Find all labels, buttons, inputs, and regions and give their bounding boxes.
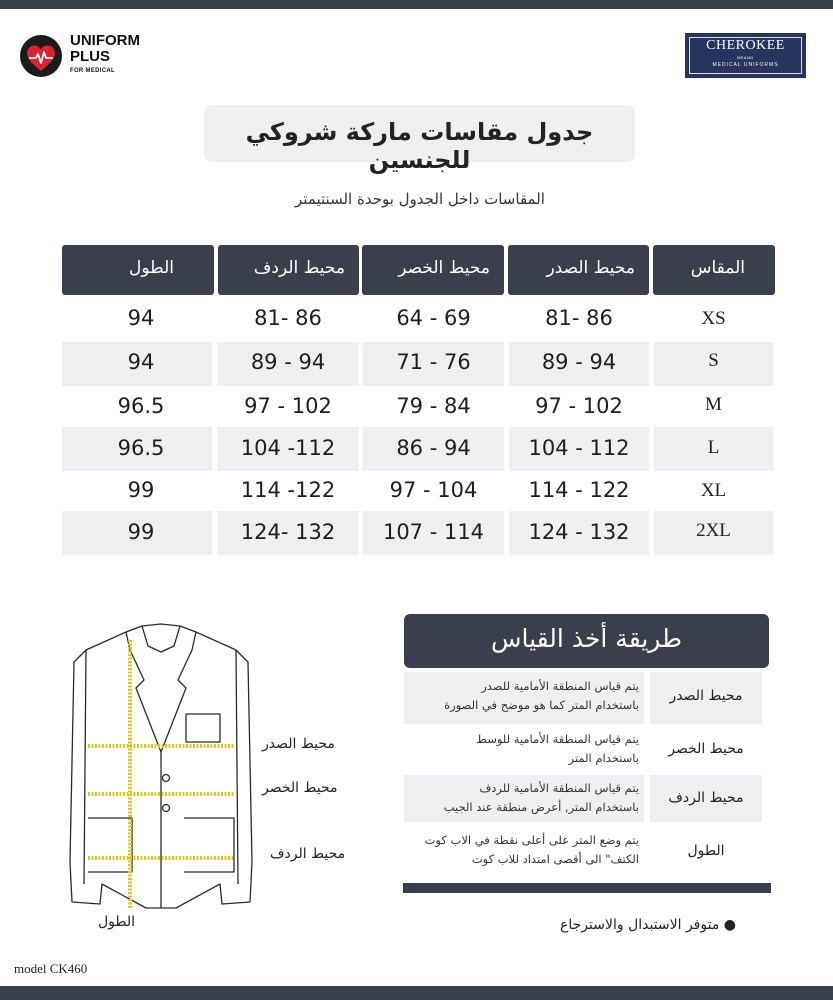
cell-length: 96.5 [117, 394, 165, 418]
jacket-chest-pocket [186, 714, 220, 742]
header-length [62, 245, 214, 295]
cell-chest: 124 - 132 [528, 520, 630, 544]
jacket-button [163, 775, 170, 782]
jacket-left-pocket [88, 818, 132, 872]
jacket-collar-inner [142, 626, 180, 652]
how-to-bottom-bar [403, 883, 771, 893]
cell-waist: 107 - 114 [382, 520, 485, 544]
header-hip [218, 245, 359, 295]
uniform-plus-logo [20, 32, 160, 82]
jacket-diagram [66, 622, 256, 912]
cell-length: 94 [127, 350, 155, 374]
cell-hip: 104 -112 [240, 436, 336, 460]
cell-size: XL [700, 480, 727, 501]
header-chest-label: محيط الصدر [546, 258, 635, 278]
logo-circle [20, 35, 62, 77]
how-label-hip: محيط الردف [668, 790, 744, 806]
cell-hip: 81- 86 [254, 306, 322, 330]
cell-chest: 114 - 122 [528, 478, 630, 502]
jacket-left-sleeve [84, 650, 86, 884]
how-desc-chest-1: يتم قياس المنطقة الأمامية للصدر [481, 679, 639, 693]
how-label-length: الطول [687, 843, 725, 859]
how-desc-waist-2: باستخدام المتر [568, 751, 639, 765]
diagram-label-chest: محيط الصدر [262, 736, 335, 752]
bullet-icon: ● [723, 917, 736, 933]
cell-chest: 81- 86 [545, 306, 613, 330]
jacket-right-pocket [184, 818, 234, 872]
cherokee-name: CHEROKEE [706, 38, 785, 53]
how-label-waist: محيط الخصر [668, 741, 744, 757]
cell-chest: 104 - 112 [528, 436, 630, 460]
cell-length: 99 [127, 520, 155, 544]
page-title: جدول مقاسات ماركة شروكي للجنسين [245, 118, 594, 174]
cell-size: 2XL [696, 520, 731, 541]
diagram-label-hip: محيط الردف [270, 846, 346, 862]
how-desc-waist-1: يتم قياس المنطقة الأمامية للوسط [476, 732, 639, 746]
page-subtitle: المقاسات داخل الجدول بوحدة السنتيمتر [295, 190, 545, 208]
header-waist-label: محيط الخصر [398, 258, 490, 278]
how-desc-hip-2: باستخدام المتر, أعرض منطقة عند الجيب [443, 800, 639, 814]
cherokee-brand-small: BRAND [737, 55, 754, 60]
cell-size: M [705, 394, 722, 415]
cell-length: 96.5 [117, 436, 165, 460]
header-waist [362, 245, 504, 295]
cell-waist: 71 - 76 [396, 350, 471, 374]
cell-length: 99 [127, 478, 155, 502]
cell-size: XS [701, 308, 726, 329]
how-desc-chest-2: باستخدام المتر كما هو موضح في الصورة [444, 698, 639, 712]
header-hip-label: محيط الردف [253, 258, 345, 278]
cell-hip: 89 - 94 [250, 350, 326, 374]
model-number: model CK460 [14, 961, 88, 976]
diagram-label-waist: محيط الخصر [262, 780, 338, 796]
how-desc-hip-1: يتم قياس المنطقة الأمامية للردف [479, 781, 639, 795]
heart-icon [26, 44, 56, 74]
header-size-label: المقاس [690, 258, 745, 278]
cell-length: 94 [127, 306, 155, 330]
cell-size: L [707, 437, 720, 458]
exchange-note-text: متوفر الاستبدال والاسترجاع [560, 917, 720, 933]
exchange-note [560, 917, 736, 933]
jacket-left-lapel [126, 624, 196, 632]
cell-waist: 97 - 104 [389, 478, 478, 502]
how-to-title: طريقة أخذ القياس [490, 624, 682, 653]
logo-text-uniform: UNIFORM [70, 32, 140, 49]
cherokee-logo [685, 33, 806, 78]
cherokee-sub: MEDICAL UNIFORMS [712, 62, 779, 68]
how-desc-length-2: الكتف" الى أقصى امتداد للاب كوت [471, 852, 639, 866]
cell-hip: 114 -122 [240, 478, 336, 502]
title-box [204, 105, 635, 174]
header-chest [508, 245, 649, 295]
logo-text-for-medical: FOR MEDICAL [70, 68, 115, 74]
cell-hip: 124- 132 [240, 520, 336, 544]
cell-chest: 97 - 102 [535, 394, 623, 418]
jacket-right-sleeve [236, 650, 238, 884]
header-length-label: الطول [129, 258, 174, 278]
logo-text-plus: PLUS [70, 48, 111, 65]
bottom-bar [0, 986, 833, 1000]
how-label-chest: محيط الصدر [669, 688, 743, 704]
jacket-button [163, 805, 170, 812]
how-desc-length-1: يتم وضع المتر على أعلى نقطة في الاب كوت [424, 833, 639, 847]
how-to-title-box [404, 614, 769, 668]
cell-hip: 97 - 102 [244, 394, 332, 418]
cell-waist: 86 - 94 [396, 436, 471, 460]
cell-waist: 64 - 69 [396, 306, 471, 330]
top-bar [0, 0, 833, 9]
diagram-label-length: الطول [98, 914, 136, 930]
header-size [653, 245, 775, 295]
cell-waist: 79 - 84 [396, 394, 471, 418]
cell-size: S [708, 350, 719, 371]
cell-chest: 89 - 94 [541, 350, 617, 374]
